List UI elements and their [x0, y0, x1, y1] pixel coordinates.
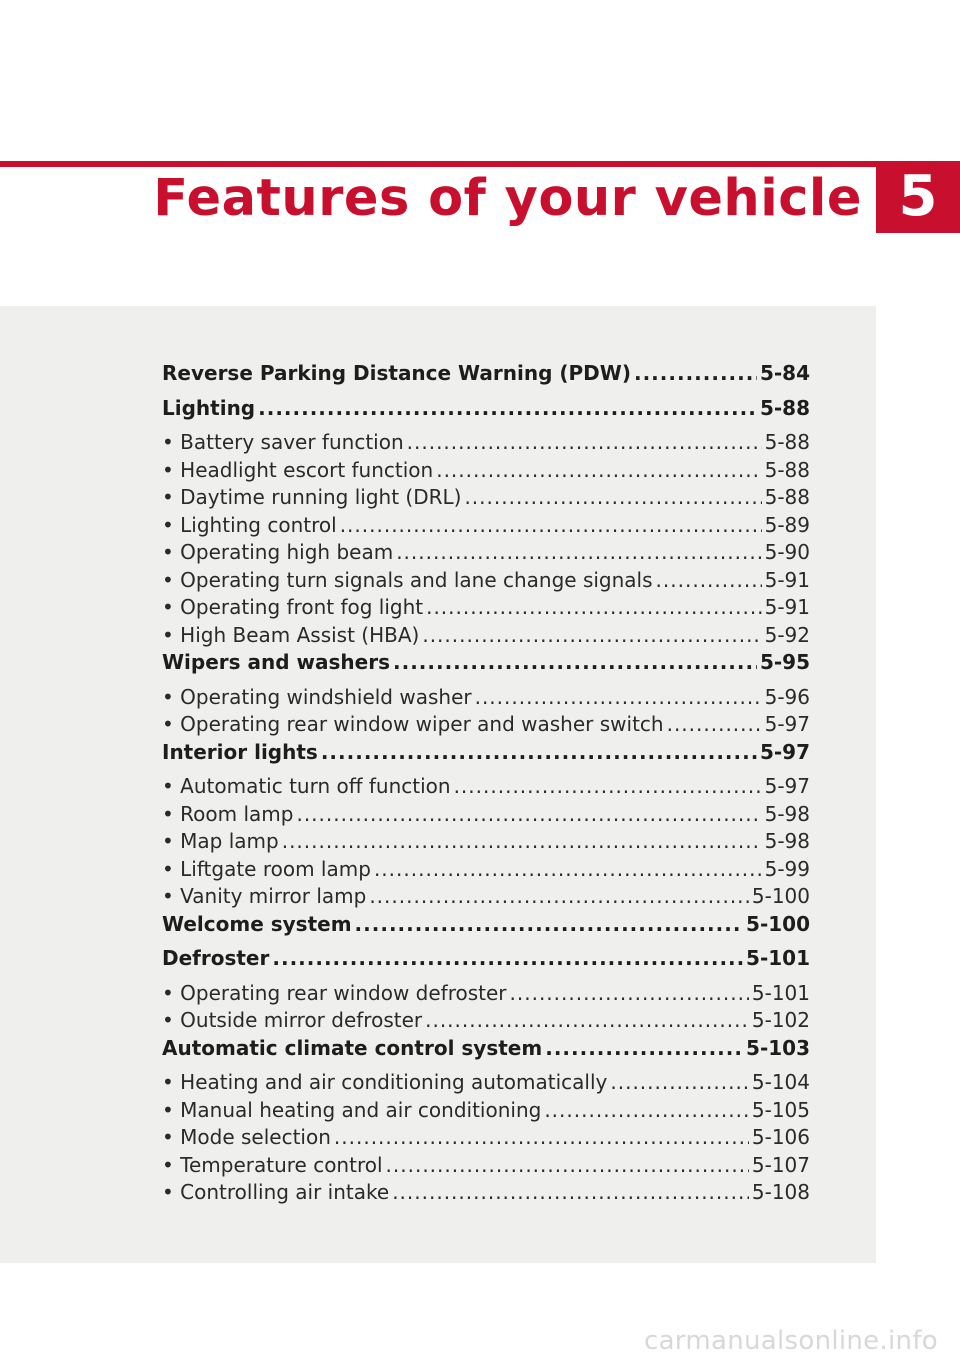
toc-entry-page: 5-89 [764, 512, 810, 537]
toc-entry-page: 5-102 [751, 1008, 810, 1032]
toc-dot-leader [282, 828, 762, 856]
toc-entry-title: • Operating front fog light [162, 595, 424, 619]
toc-entry-page: 5-100 [751, 884, 810, 908]
toc-heading[interactable] [162, 649, 810, 677]
toc-entry-title: Lighting [162, 395, 256, 420]
watermark: carmanualsonline.info [643, 1326, 938, 1356]
toc-heading[interactable] [162, 911, 810, 939]
toc-entry-title: • Battery saver function [162, 430, 404, 454]
toc-item[interactable] [162, 512, 810, 540]
toc-item[interactable] [162, 773, 810, 801]
toc-entry-title: • Operating rear window defroster [162, 980, 507, 1005]
table-of-contents [162, 360, 810, 1207]
toc-entry-page: 5-107 [751, 1152, 810, 1177]
toc-dot-leader [544, 1097, 749, 1125]
toc-entry-page: 5-108 [751, 1180, 810, 1204]
chapter-header-rule [0, 161, 960, 167]
toc-entry-title: • Liftgate room lamp [162, 856, 371, 881]
toc-entry-page: 5-97 [764, 712, 810, 736]
chapter-title: Features of your vehicle [153, 169, 862, 228]
toc-entry-title: • Operating windshield washer [162, 684, 472, 709]
toc-item[interactable] [162, 429, 810, 457]
toc-dot-leader [321, 739, 757, 767]
toc-entry-title: • Daytime running light (DRL) [162, 485, 462, 509]
toc-dot-leader [426, 594, 762, 622]
toc-item[interactable] [162, 484, 810, 512]
toc-dot-leader [374, 856, 762, 884]
toc-item[interactable] [162, 828, 810, 856]
toc-dot-leader [422, 622, 761, 650]
toc-entry-title: • High Beam Assist (HBA) [162, 622, 420, 647]
toc-entry-title: • Operating rear window wiper and washer switch [162, 712, 664, 736]
toc-dot-leader [610, 1069, 749, 1097]
toc-entry-page: 5-104 [751, 1070, 810, 1094]
toc-item[interactable] [162, 883, 810, 911]
toc-entry-title: Defroster [162, 946, 270, 970]
toc-item[interactable] [162, 1152, 810, 1180]
toc-entry-title: • Outside mirror defroster [162, 1008, 423, 1032]
toc-entry-page: 5-88 [764, 485, 810, 509]
toc-entry-title: • Temperature control [162, 1152, 383, 1177]
toc-entry-page: 5-101 [746, 946, 810, 970]
toc-dot-leader [396, 539, 761, 567]
toc-item[interactable] [162, 1097, 810, 1125]
toc-item[interactable] [162, 711, 810, 739]
toc-entry-title: • Map lamp [162, 829, 279, 853]
toc-dot-leader [436, 457, 761, 485]
toc-entry-page: 5-88 [759, 395, 810, 420]
toc-entry-page: 5-95 [759, 650, 810, 674]
toc-entry-page: 5-97 [759, 739, 810, 764]
toc-entry-title: • Operating turn signals and lane change signals [162, 567, 653, 592]
toc-entry-page: 5-91 [764, 595, 810, 619]
toc-dot-leader [656, 567, 762, 595]
toc-dot-leader [634, 360, 757, 388]
toc-heading[interactable] [162, 945, 810, 973]
toc-item[interactable] [162, 539, 810, 567]
toc-entry-title: Wipers and washers [162, 650, 390, 674]
toc-item[interactable] [162, 594, 810, 622]
toc-entry-page: 5-99 [764, 856, 810, 881]
toc-heading[interactable] [162, 1035, 810, 1063]
toc-dot-leader [464, 484, 761, 512]
toc-item[interactable] [162, 684, 810, 712]
toc-entry-title: • Automatic turn off function [162, 774, 451, 798]
toc-item[interactable] [162, 622, 810, 650]
toc-dot-leader [355, 911, 743, 939]
toc-item[interactable] [162, 1007, 810, 1035]
toc-entry-title: • Vanity mirror lamp [162, 884, 367, 908]
toc-entry-page: 5-106 [751, 1125, 810, 1149]
toc-item[interactable] [162, 457, 810, 485]
toc-dot-leader [392, 1179, 749, 1207]
toc-dot-leader [454, 773, 762, 801]
toc-heading[interactable] [162, 739, 810, 767]
toc-entry-title: Automatic climate control system [162, 1035, 543, 1060]
toc-entry-title: • Room lamp [162, 801, 294, 826]
toc-dot-leader [334, 1124, 749, 1152]
toc-dot-leader [407, 429, 762, 457]
toc-entry-page: 5-88 [764, 457, 810, 482]
toc-item[interactable] [162, 567, 810, 595]
toc-dot-leader [510, 980, 749, 1008]
toc-entry-page: 5-90 [764, 540, 810, 564]
toc-dot-leader [386, 1152, 749, 1180]
toc-dot-leader [667, 711, 762, 739]
chapter-number-tab: 5 [876, 161, 960, 233]
toc-entry-page: 5-96 [764, 684, 810, 709]
toc-entry-title: Reverse Parking Distance Warning (PDW) [162, 361, 631, 385]
toc-entry-page: 5-98 [764, 829, 810, 853]
toc-dot-leader [369, 883, 749, 911]
toc-entry-title: • Mode selection [162, 1125, 331, 1149]
toc-entry-title: • Heating and air conditioning automatically [162, 1070, 608, 1094]
toc-entry-title: • Operating high beam [162, 540, 394, 564]
toc-item[interactable] [162, 801, 810, 829]
toc-dot-leader [475, 684, 762, 712]
toc-dot-leader [296, 801, 761, 829]
toc-entry-page: 5-84 [759, 361, 810, 385]
toc-entry-page: 5-88 [764, 430, 810, 454]
toc-heading[interactable] [162, 395, 810, 423]
toc-entry-title: • Manual heating and air conditioning [162, 1097, 542, 1122]
toc-entry-title: • Headlight escort function [162, 457, 434, 482]
toc-entry-title: • Lighting control [162, 512, 337, 537]
toc-item[interactable] [162, 856, 810, 884]
toc-entry-page: 5-91 [764, 567, 810, 592]
toc-dot-leader [340, 512, 762, 540]
toc-item[interactable] [162, 1179, 810, 1207]
toc-dot-leader [425, 1007, 749, 1035]
toc-dot-leader [545, 1035, 743, 1063]
toc-dot-leader [258, 395, 757, 423]
toc-entry-title: • Controlling air intake [162, 1180, 390, 1204]
toc-dot-leader [272, 945, 743, 973]
toc-dot-leader [393, 649, 757, 677]
toc-entry-page: 5-105 [751, 1097, 810, 1122]
toc-entry-page: 5-92 [764, 622, 810, 647]
toc-entry-page: 5-101 [751, 980, 810, 1005]
toc-entry-page: 5-100 [746, 911, 810, 936]
toc-item[interactable] [162, 1124, 810, 1152]
toc-item[interactable] [162, 980, 810, 1008]
toc-entry-page: 5-98 [764, 801, 810, 826]
toc-entry-page: 5-103 [746, 1035, 810, 1060]
toc-item[interactable] [162, 1069, 810, 1097]
toc-entry-title: Welcome system [162, 911, 352, 936]
toc-entry-page: 5-97 [764, 774, 810, 798]
toc-heading[interactable] [162, 360, 810, 388]
toc-entry-title: Interior lights [162, 739, 318, 764]
